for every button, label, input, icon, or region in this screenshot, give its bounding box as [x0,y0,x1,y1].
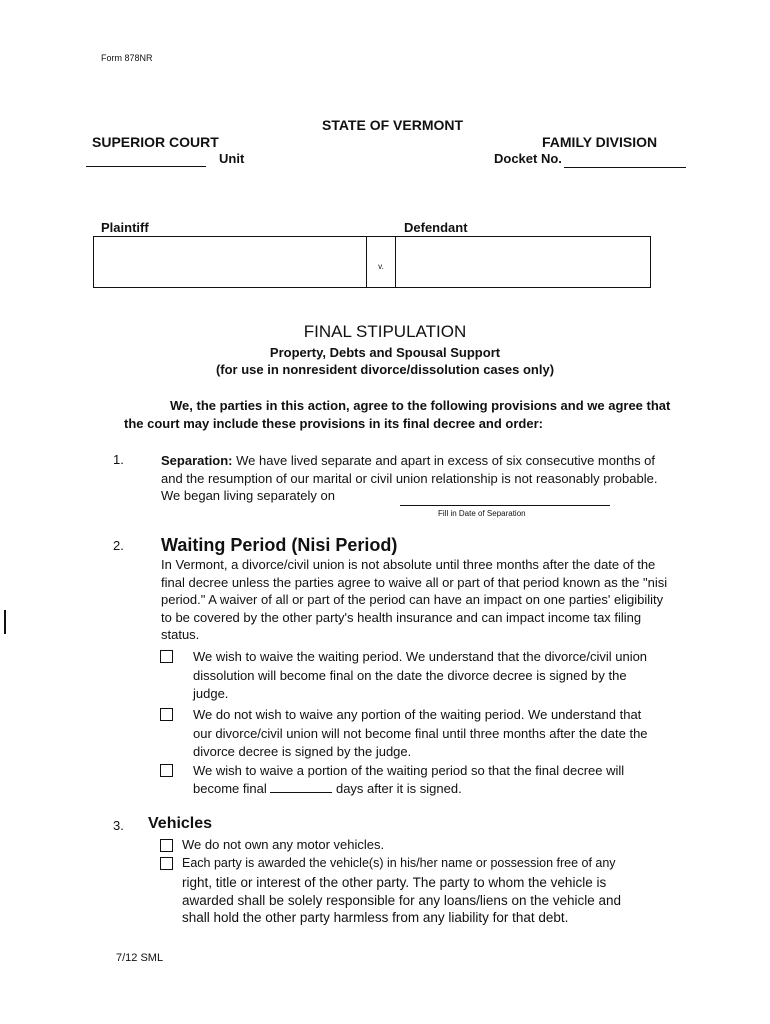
section-3-heading: Vehicles [148,815,213,832]
defendant-label: Defendant [404,220,468,235]
edge-mark [4,610,6,634]
section-1-label: Separation: [161,453,233,468]
waive-portion-checkbox[interactable] [160,764,173,777]
division-name: FAMILY DIVISION [542,134,658,150]
form-id: Form 878NR [101,53,153,63]
become-final-label: become final [193,781,267,796]
days-after-label: days after it is signed. [335,781,462,796]
plaintiff-label: Plaintiff [101,220,149,235]
intro-line-1: We, the parties in this action, agree to the following provisions and we agree that [170,398,671,413]
separation-date-field[interactable] [400,490,610,506]
no-vehicles-text: We do not own any motor vehicles. [182,837,385,852]
separation-date-hint: Fill in Date of Separation [438,509,526,518]
days-field[interactable] [270,781,332,793]
waive-portion-text: We wish to waive a portion of the waiting period so that the final decree will [193,763,625,778]
defendant-field[interactable] [396,237,650,287]
footer-revision: 7/12 SML [116,952,164,964]
no-waive-text: We do not wish to waive any portion of the waiting period. We understand that our divorce/civil union will not become final until three months after the date the divorce decree is signed by the judge. [193,707,648,759]
no-waive-checkbox[interactable] [160,708,173,721]
document-subtitle: Property, Debts and Spousal Support [269,345,501,360]
versus-label: v. [367,237,396,287]
vehicles-awarded-checkbox[interactable] [160,857,173,870]
plaintiff-field[interactable] [94,237,367,287]
unit-label: Unit [219,151,245,166]
court-name: SUPERIOR COURT [92,134,219,150]
docket-field[interactable] [564,152,686,168]
waive-portion-days-line [193,780,663,799]
state-heading: STATE OF VERMONT [322,117,464,133]
unit-field[interactable] [86,151,206,167]
section-2-text: In Vermont, a divorce/civil union is not absolute until three months after the date of the final decree unless the parties agree to waive all or part of that period known as the "nisi period." A waiver of all or part of the period can have an impact on one parties' eligibility to be covered by the other party's health insurance and can impact income tax filing status. [161,557,668,642]
document-subtitle-note: (for use in nonresident divorce/dissolution cases only) [215,362,555,377]
party-table [93,236,651,288]
section-3-number: 3. [113,818,124,833]
intro-line-2: the court may include these provisions in its final decree and order: [124,416,543,431]
section-2-number: 2. [113,538,124,553]
section-1-body: We have lived separate and apart in excess of six consecutive months of and the resumption of our marital or civil union relationship is not reasonably probable. We began living separately on [161,453,658,503]
document-title: FINAL STIPULATION [303,322,467,341]
section-2-heading: Waiting Period (Nisi Period) [161,535,398,555]
vehicles-awarded-continuation: right, title or interest of the other party. The party to whom the vehicle is awarded shall be solely responsible for any loans/liens on the vehicle and shall hold the other party harmless from any liability for that debt. [182,875,622,925]
waive-all-checkbox[interactable] [160,650,173,663]
no-vehicles-checkbox[interactable] [160,839,173,852]
docket-label: Docket No. [494,151,562,166]
section-1-number: 1. [113,452,124,467]
waive-all-text: We wish to waive the waiting period. We understand that the divorce/civil union dissolution will become final on the date the divorce decree is signed by the judge. [193,649,648,701]
vehicles-awarded-text: Each party is awarded the vehicle(s) in his/her name or possession free of any [182,856,616,870]
